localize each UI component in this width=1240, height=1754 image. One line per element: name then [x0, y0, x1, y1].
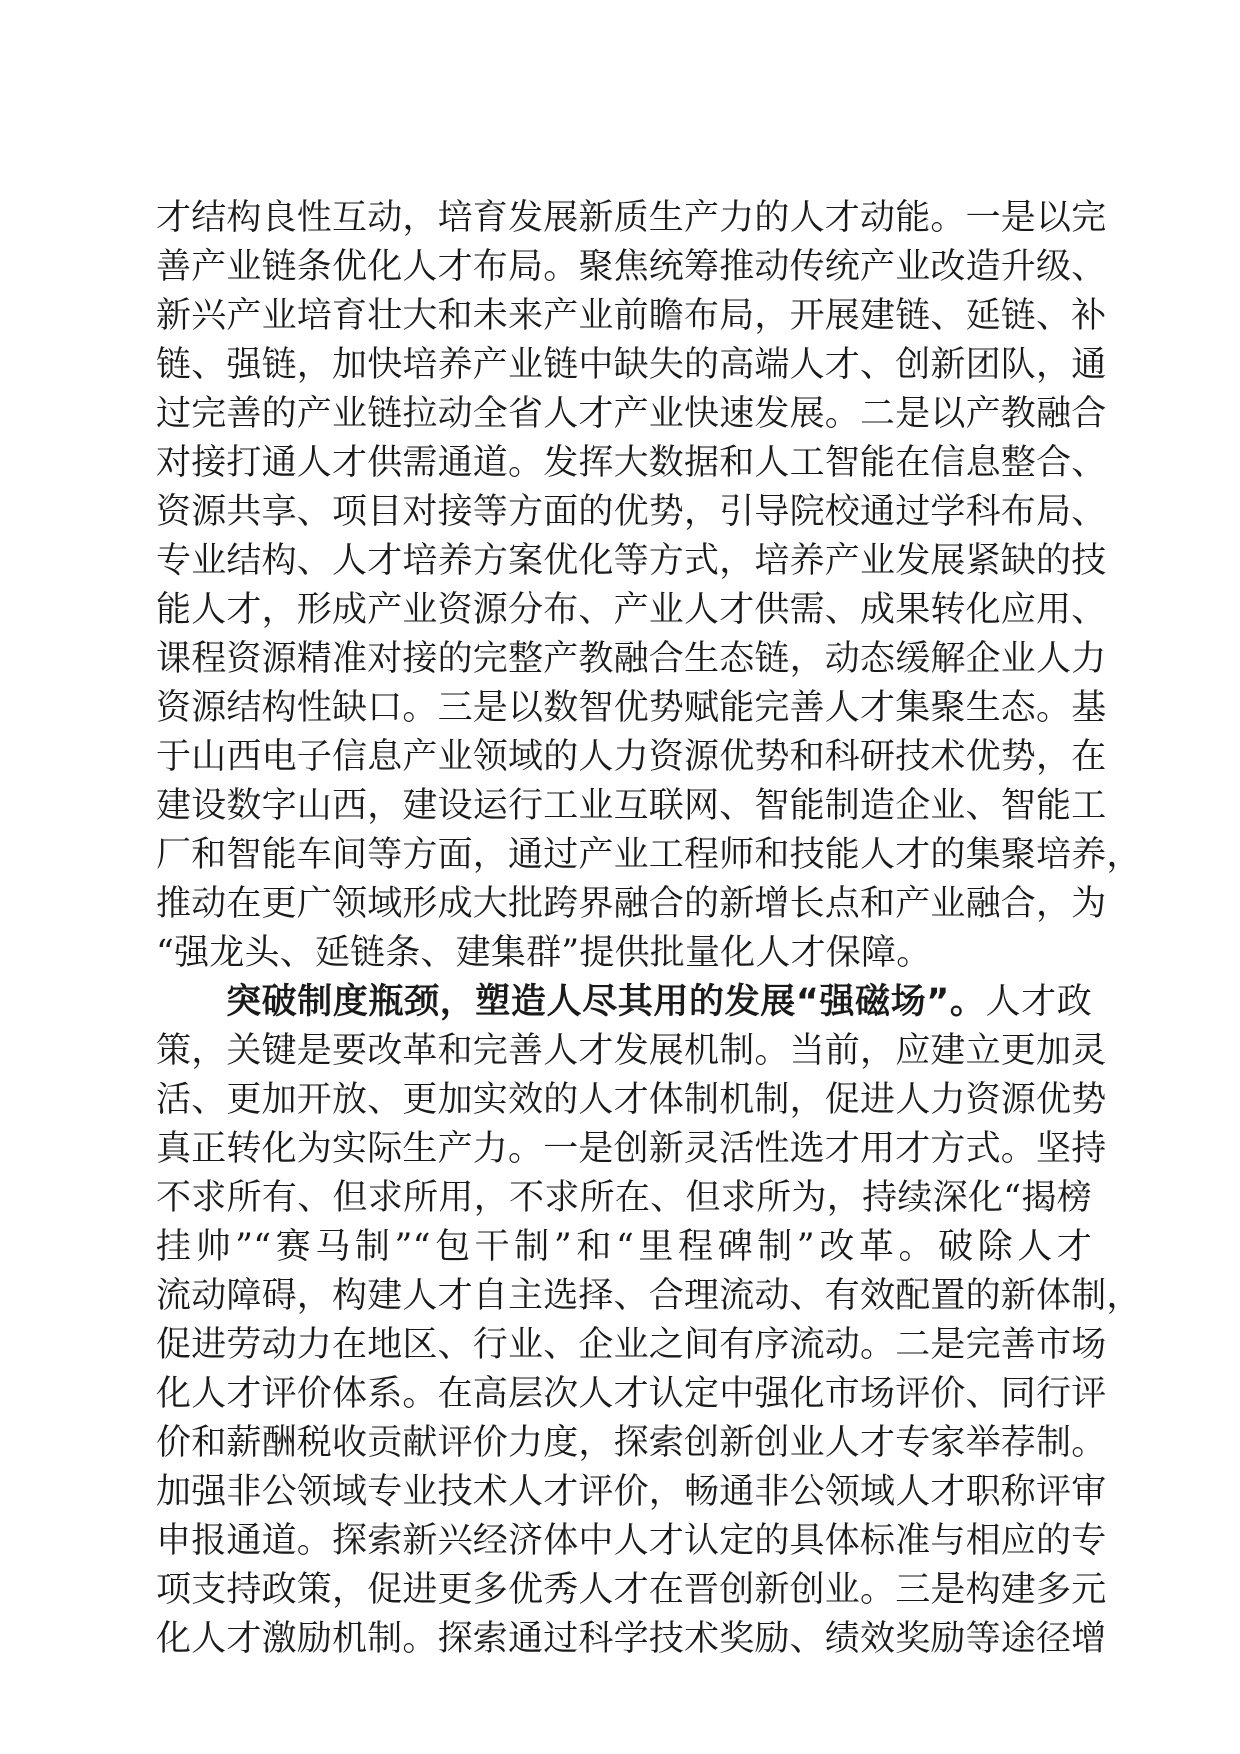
- paragraph-first-line: [156, 978, 1092, 1027]
- document-page: [156, 194, 1142, 1664]
- text-line: 课程资源精准对接的完整产教融合生态链，动态缓解企业人力: [156, 639, 1107, 679]
- text-line: 新兴产业培育壮大和未来产业前瞻布局，开展建链、延链、补: [156, 296, 1107, 336]
- text-line: 活、更加开放、更加实效的人才体制机制，促进人力资源优势: [156, 1080, 1107, 1120]
- paragraph-talent-structure: [156, 194, 1142, 978]
- text-line: 加强非公领域专业技术人才评价，畅通非公领域人才职称评审: [156, 1472, 1107, 1512]
- text-line: 过完善的产业链拉动全省人才产业快速发展。二是以产教融合: [156, 394, 1107, 434]
- text-line: 挂帅”“赛马制”“包干制”和“里程碑制”改革。破除人才: [156, 1227, 1092, 1267]
- text-line: 资源结构性缺口。三是以数智优势赋能完善人才集聚生态。基: [156, 688, 1107, 728]
- text-line: 项支持政策，促进更多优秀人才在晋创新创业。三是构建多元: [156, 1570, 1107, 1610]
- text-line: 化人才激励机制。探索通过科学技术奖励、绩效奖励等途径增: [156, 1619, 1107, 1659]
- paragraph-heading: 突破制度瓶颈，塑造人尽其用的发展“强磁场”。: [226, 982, 986, 1022]
- text-line: 专业结构、人才培养方案优化等方式，培养产业发展紧缺的技: [156, 541, 1107, 581]
- text-line: “强龙头、延链条、建集群”提供批量化人才保障。: [156, 933, 932, 973]
- text-line: 于山西电子信息产业领域的人力资源优势和科研技术优势，在: [156, 737, 1107, 777]
- text-line: 流动障碍，构建人才自主选择、合理流动、有效配置的新体制，: [156, 1276, 1142, 1316]
- text-fragment: 人才政: [985, 982, 1092, 1022]
- text-line: 善产业链条优化人才布局。聚焦统筹推动传统产业改造升级、: [156, 247, 1107, 287]
- paragraph-institutional-reform: [156, 978, 1142, 1664]
- text-line: 策，关键是要改革和完善人才发展机制。当前，应建立更加灵: [156, 1031, 1107, 1071]
- text-line: 价和薪酬税收贡献评价力度，探索创新创业人才专家举荐制。: [156, 1423, 1107, 1463]
- text-line: 促进劳动力在地区、行业、企业之间有序流动。二是完善市场: [156, 1325, 1107, 1365]
- text-line: 对接打通人才供需通道。发挥大数据和人工智能在信息整合、: [156, 443, 1107, 483]
- text-line: 厂和智能车间等方面，通过产业工程师和技能人才的集聚培养，: [156, 835, 1142, 875]
- text-line: 真正转化为实际生产力。一是创新灵活性选才用才方式。坚持: [156, 1129, 1107, 1169]
- text-line: 建设数字山西，建设运行工业互联网、智能制造企业、智能工: [156, 786, 1107, 826]
- text-line: 才结构良性互动，培育发展新质生产力的人才动能。一是以完: [156, 198, 1107, 238]
- text-line: 能人才，形成产业资源分布、产业人才供需、成果转化应用、: [156, 590, 1107, 630]
- text-line: 链、强链，加快培养产业链中缺失的高端人才、创新团队，通: [156, 345, 1107, 385]
- text-line: 推动在更广领域形成大批跨界融合的新增长点和产业融合，为: [156, 884, 1107, 924]
- text-line: 资源共享、项目对接等方面的优势，引导院校通过学科布局、: [156, 492, 1107, 532]
- text-line: 不求所有、但求所用，不求所在、但求所为，持续深化“揭榜: [156, 1178, 1092, 1218]
- text-line: 申报通道。探索新兴经济体中人才认定的具体标准与相应的专: [156, 1521, 1107, 1561]
- text-line: 化人才评价体系。在高层次人才认定中强化市场评价、同行评: [156, 1374, 1107, 1414]
